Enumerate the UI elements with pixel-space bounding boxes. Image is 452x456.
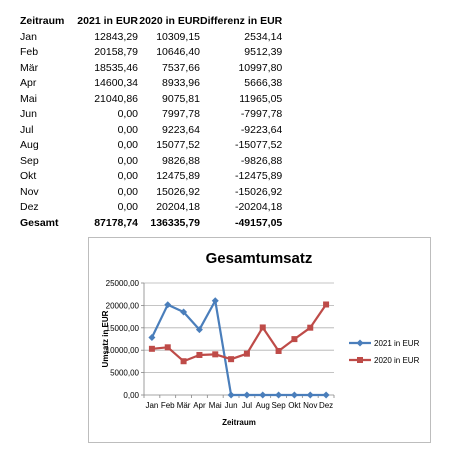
table-cell[interactable]: Mai [20, 92, 37, 105]
data-point [323, 392, 330, 399]
table-cell[interactable]: 18535,46 [94, 61, 138, 74]
x-axis-title: Zeitraum [222, 418, 256, 427]
table-cell[interactable]: 0,00 [117, 201, 138, 213]
data-point [259, 392, 266, 399]
series-line-0 [152, 301, 326, 395]
table-cell[interactable]: 12843,29 [94, 30, 138, 43]
table-row [20, 92, 282, 108]
table-row [20, 107, 282, 123]
data-point [323, 301, 329, 307]
table-cell[interactable]: 0,00 [117, 185, 138, 198]
table-cell[interactable]: -15026,92 [234, 185, 283, 198]
column-header[interactable]: 2020 in EUR [139, 15, 200, 27]
line-chart [89, 238, 430, 442]
y-tick-label: 5000,00 [110, 368, 139, 378]
data-point [243, 392, 250, 399]
x-tick-label: Okt [288, 401, 301, 410]
table-cell[interactable]: 0,00 [117, 139, 138, 151]
revenue-table [20, 14, 282, 231]
legend-label: 2021 in EUR [374, 339, 420, 348]
table-cell[interactable]: 11965,05 [239, 92, 283, 105]
table-cell[interactable]: Jan [20, 30, 37, 43]
data-point [260, 324, 266, 330]
x-tick-label: Mai [208, 401, 222, 410]
table-cell[interactable]: Okt [20, 170, 37, 182]
table-total-cell[interactable]: Gesamt [20, 216, 59, 229]
table-cell[interactable]: Aug [20, 139, 39, 151]
data-point [307, 325, 313, 331]
table-cell[interactable]: 15026,92 [156, 185, 200, 198]
table-cell[interactable]: 0,00 [117, 108, 138, 120]
table-cell[interactable]: 12475,89 [156, 170, 200, 182]
x-tick-label: Mär [176, 401, 191, 410]
table-total-cell[interactable]: -49157,05 [234, 216, 283, 229]
data-point [291, 336, 297, 342]
x-tick-label: Aug [255, 401, 270, 410]
data-point [149, 346, 155, 352]
x-tick-label: Sep [271, 401, 286, 410]
table-cell[interactable]: 9075,81 [162, 92, 200, 105]
table-row [20, 169, 282, 185]
x-tick-label: Dez [318, 401, 334, 410]
table-cell[interactable]: 2534,14 [244, 30, 283, 43]
legend-marker [357, 357, 363, 363]
data-point [276, 348, 282, 354]
table-cell[interactable]: -9826,88 [240, 154, 283, 167]
table-row [20, 61, 282, 77]
series-line-1 [152, 304, 326, 361]
data-point [228, 356, 234, 362]
table-cell[interactable]: 20158,79 [94, 46, 138, 58]
data-point [291, 392, 298, 399]
table-cell[interactable]: Mär [20, 61, 39, 74]
data-point [148, 334, 155, 341]
table-cell[interactable]: 0,00 [117, 123, 138, 136]
x-tick-label: Nov [303, 401, 318, 410]
y-tick-label: 10000,00 [105, 346, 139, 356]
y-tick-label: 20000,00 [105, 301, 139, 311]
table-cell[interactable]: 7997,78 [162, 108, 200, 120]
table-cell[interactable]: 7537,66 [162, 61, 200, 74]
table-total-cell[interactable]: 136335,79 [150, 216, 200, 229]
data-point [164, 301, 171, 308]
y-axis-title: Umsatz in EUR [101, 310, 110, 368]
table-cell[interactable]: -7997,78 [240, 108, 283, 120]
table-cell[interactable]: 8933,96 [162, 77, 200, 89]
column-header[interactable]: Differenz in EUR [200, 15, 283, 27]
y-tick-label: 15000,00 [105, 323, 139, 333]
table-cell[interactable]: 20204,18 [156, 201, 200, 213]
legend-label: 2020 in EUR [374, 356, 420, 365]
table-row [20, 76, 282, 92]
x-tick-label: Feb [160, 401, 175, 410]
x-tick-label: Apr [193, 401, 206, 410]
table-cell[interactable]: 14600,34 [94, 77, 138, 89]
x-tick-label: Jul [241, 401, 253, 410]
legend-marker [357, 340, 364, 347]
table-cell[interactable]: 9512,39 [244, 46, 283, 58]
column-header[interactable]: 2021 in EUR [77, 15, 138, 27]
data-point [181, 358, 187, 364]
table-cell[interactable]: 15077,52 [156, 139, 200, 151]
table-row [20, 45, 282, 61]
table-cell[interactable]: -15077,52 [234, 139, 283, 151]
table-cell[interactable]: 9826,88 [162, 154, 200, 167]
table-cell[interactable]: -9223,64 [240, 123, 283, 136]
table-cell[interactable]: 10646,40 [156, 46, 200, 58]
data-point [165, 344, 171, 350]
table-cell[interactable]: Apr [20, 77, 37, 89]
table-total-cell[interactable]: 87178,74 [94, 216, 138, 229]
data-point [275, 392, 282, 399]
chart-area[interactable] [88, 237, 431, 443]
data-point [244, 351, 250, 357]
table-cell[interactable]: Dez [20, 201, 39, 213]
column-header[interactable]: Zeitraum [20, 15, 65, 27]
y-tick-label: 25000,00 [105, 279, 139, 288]
table-cell[interactable]: 10997,80 [238, 61, 283, 74]
table-cell[interactable]: 5666,38 [244, 77, 283, 89]
table-row [20, 200, 282, 216]
table-cell[interactable]: Feb [20, 46, 39, 58]
y-tick-label: 0,00 [123, 391, 139, 400]
table-header-row [20, 14, 282, 30]
table-row [20, 138, 282, 154]
x-tick-label: Jan [145, 401, 159, 410]
table-row [20, 30, 282, 46]
table-cell[interactable]: -20204,18 [234, 201, 283, 213]
data-point [307, 392, 314, 399]
table-cell[interactable]: Jun [20, 108, 37, 120]
table-cell[interactable]: Jul [20, 123, 34, 136]
table-cell[interactable]: 21040,86 [94, 92, 138, 105]
x-tick-label: Jun [224, 401, 238, 410]
table-cell[interactable]: 0,00 [117, 154, 138, 167]
table-cell[interactable]: 10309,15 [156, 30, 200, 43]
table-cell[interactable]: -12475,89 [234, 170, 283, 182]
data-point [196, 352, 202, 358]
table-cell[interactable]: Nov [20, 185, 39, 198]
table-row [20, 154, 282, 170]
chart-title: Gesamtumsatz [205, 250, 313, 267]
table-row [20, 123, 282, 139]
table-total-row [20, 216, 282, 232]
table-cell[interactable]: Sep [20, 154, 39, 167]
data-point [212, 351, 218, 357]
data-point [228, 392, 235, 399]
table-cell[interactable]: 9223,64 [162, 123, 200, 136]
table-row [20, 185, 282, 201]
table-cell[interactable]: 0,00 [117, 170, 138, 182]
